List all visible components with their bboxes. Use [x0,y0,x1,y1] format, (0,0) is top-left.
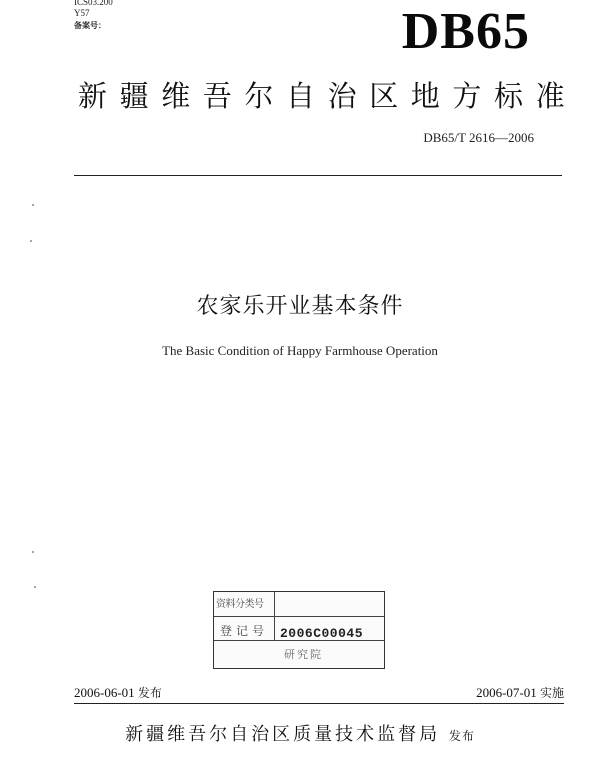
ics-code: ICS03.200 [74,0,113,7]
scan-speck [30,240,32,242]
implementation-date-value: 2006-07-01 [476,685,537,700]
title-english: The Basic Condition of Happy Farmhouse Operation [162,343,438,358]
issuing-authority-name: 新疆维吾尔自治区质量技术监督局 [125,724,441,745]
stamp-divider-row1 [214,616,384,617]
issue-date-value: 2006-06-01 [74,685,135,700]
issuing-authority [0,720,600,746]
standard-number: DB65/T 2616—2006 [423,130,534,145]
stamp-registration-label: 登记号 [220,624,269,638]
stamp-institute-text: 研究院 [284,648,323,661]
issue-date-label: 发布 [137,686,162,700]
issuing-authority-action: 发布 [448,729,475,743]
title-chinese: 农家乐开业基本条件 [196,294,404,319]
stamp-classification-label: 资料分类号 [216,599,264,610]
issue-date [74,684,162,701]
scan-speck [32,204,34,206]
scan-speck [34,586,36,588]
filing-number-label: 备案号： [74,21,106,30]
stamp-registration-number: 2006C00045 [280,626,364,641]
standard-code-logo: DB65 [401,3,530,60]
header-divider [74,175,562,176]
implementation-date [476,684,564,701]
implementation-date-label: 实施 [539,686,564,700]
footer-divider [74,703,564,704]
archive-stamp [213,591,385,669]
scan-speck [32,551,34,553]
clc-code: Y57 [74,8,90,18]
standard-type-heading: 新疆维吾尔自治区地方标准 [78,79,578,113]
